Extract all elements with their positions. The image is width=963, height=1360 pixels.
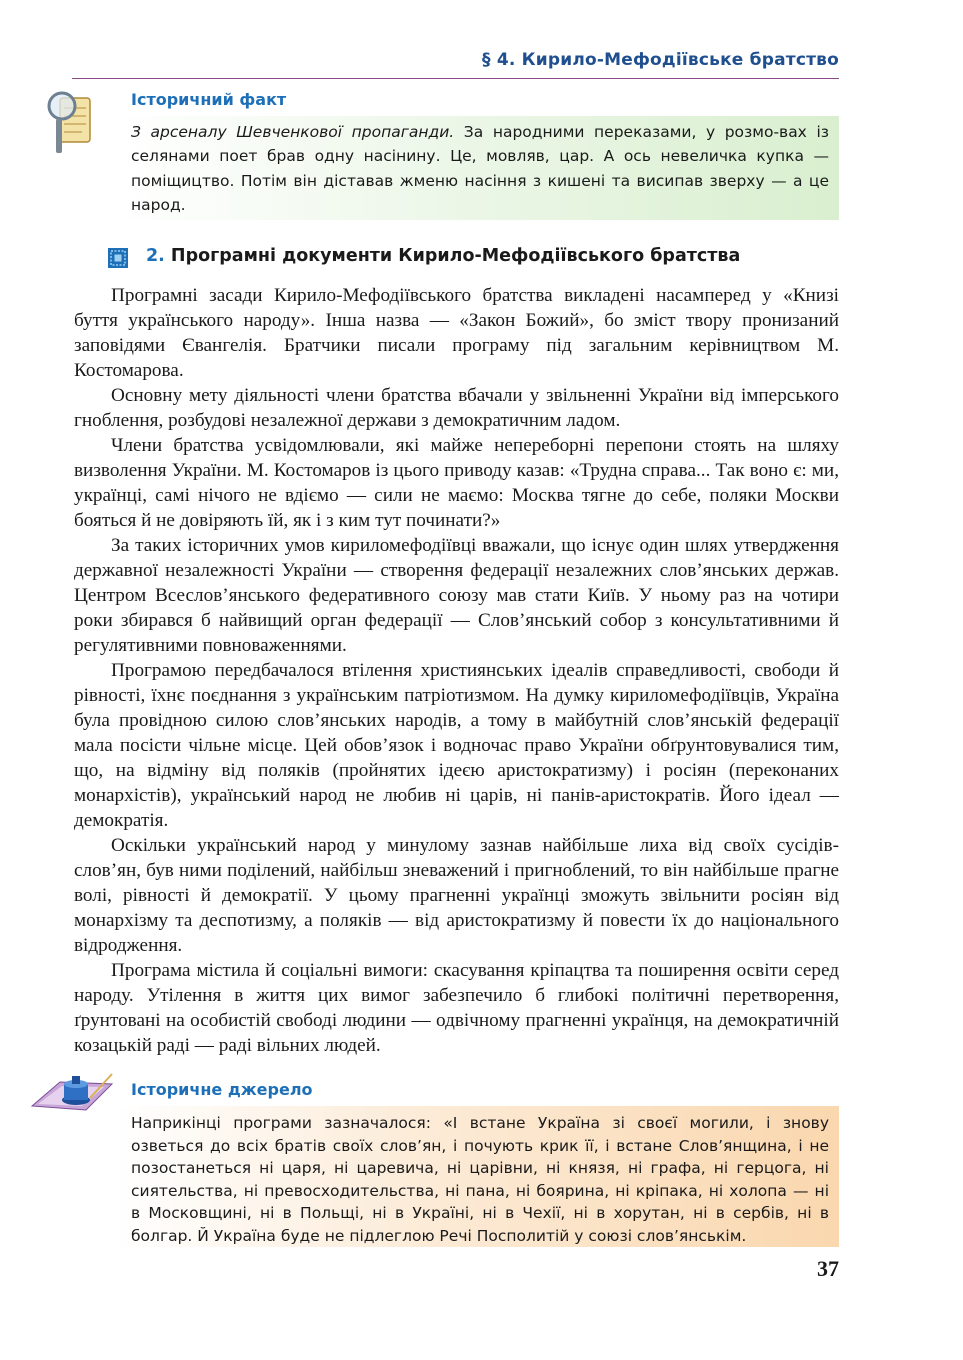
- section-title: Програмні документи Кирило-Мефодіївського братства: [164, 246, 741, 266]
- page-number: 37: [817, 1256, 839, 1281]
- historical-source-box: [115, 1106, 839, 1247]
- section-number: 2.: [146, 246, 165, 266]
- historical-source-label: Історичне джерело: [131, 1080, 313, 1099]
- historical-fact-box: [115, 116, 839, 220]
- paragraph: Члени братства усвідомлювали, які майже непереборні перепони стоять на шляху визволення України. М. Костомаров із цього приводу казав: «Трудна справа... Так воно є: ми, українці, самі нічого не вдіємо — сили не маємо: Москва тягне до себе, поляки Москви бояться й не довіряють їй, як і з ким тут починати?»: [74, 435, 839, 531]
- magnifier-scroll-icon: [42, 86, 106, 160]
- paragraph: Основну мету діяльності члени братства вбачали у звільненні України від імперського гноблення, розбудові незалежної держави з демократичним ладом.: [74, 385, 839, 431]
- paragraph: За таких історичних умов кириломефодіївці вважали, що існує один шлях утвердження державної незалежності України — створення федерації незалежних слов’янських держав. Центром Всеслов’янського федеративного союзу мав стати Київ. У ньому раз на чотири роки збирався б найвищий орган федерації — Слов’янський собор з консультативними й регулятивними повноваженнями.: [74, 535, 839, 656]
- chapter-title: § 4. Кирило-Мефодіївське братство: [482, 50, 839, 70]
- paragraph: Оскільки український народ у минулому зазнав найбільше лиха від своїх сусідів-слов’ян, був ними поділений, найбільш зневажений і пригноблений, то він найбільше прагне волі, рівності й демократії. У цьому прагненні українці зможуть звільнити росіян від монархізму та деспотизму, а поляків — від аристократизму й повести їх до національного відродження.: [74, 835, 839, 956]
- paragraph: Програмою передбачалося втілення християнських ідеалів справедливості, свободи й рівності, їхнє поєднання з українським патріотизмом. На думку кириломефодіївців, Україна була провідною силою слов’янських народів, а тому в майбутній слов’янській федерації мала посісти чільне місце. Цей обов’язок і водночас право України обґрунтовувалися тим, що, на відміну від поляків (пройнятих ідеєю аристократизму) і росіян (переконаних монархістів), український народ не любив ні царів, ні панів-аристократів. Його ідеал — демократія.: [74, 660, 839, 831]
- page-header: [72, 48, 839, 79]
- fact-text: За народними переказами, у розмо-вах із селянами поет брав одну насінину. Це, мовляв, цар. А ось невеличка купка — поміщицтво. Потім він діставав жменю насіння з кишені та висипав зверху — а це народ.: [131, 123, 829, 214]
- paragraph: Програма містила й соціальні вимоги: скасування кріпацтва та поширення освіти серед народу. Утілення в життя цих вимог забезпечило б глибокі політичні перетворення, ґрунтовані на особистій свободі людини — одвічному прагненні українця, на демократичній козацькій раді — раді вільних людей.: [74, 960, 839, 1056]
- source-text: Наприкінці програми зазначалося: «І встане Україна зі своєї могили, і знову озветься до всіх братів своїх слов’ян, і почують крик її, і встане Слов’янщина, і не позостанеться ні царя, ні царевича, ні царівни, ні князя, ні графа, ні герцога, ні сиятельства, ні превосходительства, ні пана, ні боярина, ні кріпака, ні холопа — ні в Московщині, ні в Польщі, ні в Україні, ні в Чехії, ні в хорутан, ні в сербів, ні в болгар. Й Україна буде не підлеглою Речі Посполитій у союзі слов’янськім.: [131, 1114, 829, 1245]
- section-heading: [146, 246, 740, 266]
- section-square-icon: [106, 246, 130, 270]
- fact-lead: З арсеналу Шевченкової пропаганди.: [131, 123, 455, 141]
- paragraph: Програмні засади Кирило-Мефодіївського братства викладені насамперед у «Книзі буття українського народу». Інша назва — «Закон Божий», бо зміст твору пронизаний заповідями Євангелія. Братчики писали програму під загальним керівництвом М. Костомарова.: [74, 285, 839, 381]
- body-text: [74, 283, 839, 1058]
- historical-fact-label: Історичний факт: [131, 90, 287, 109]
- inkwell-quill-icon: [30, 1072, 114, 1112]
